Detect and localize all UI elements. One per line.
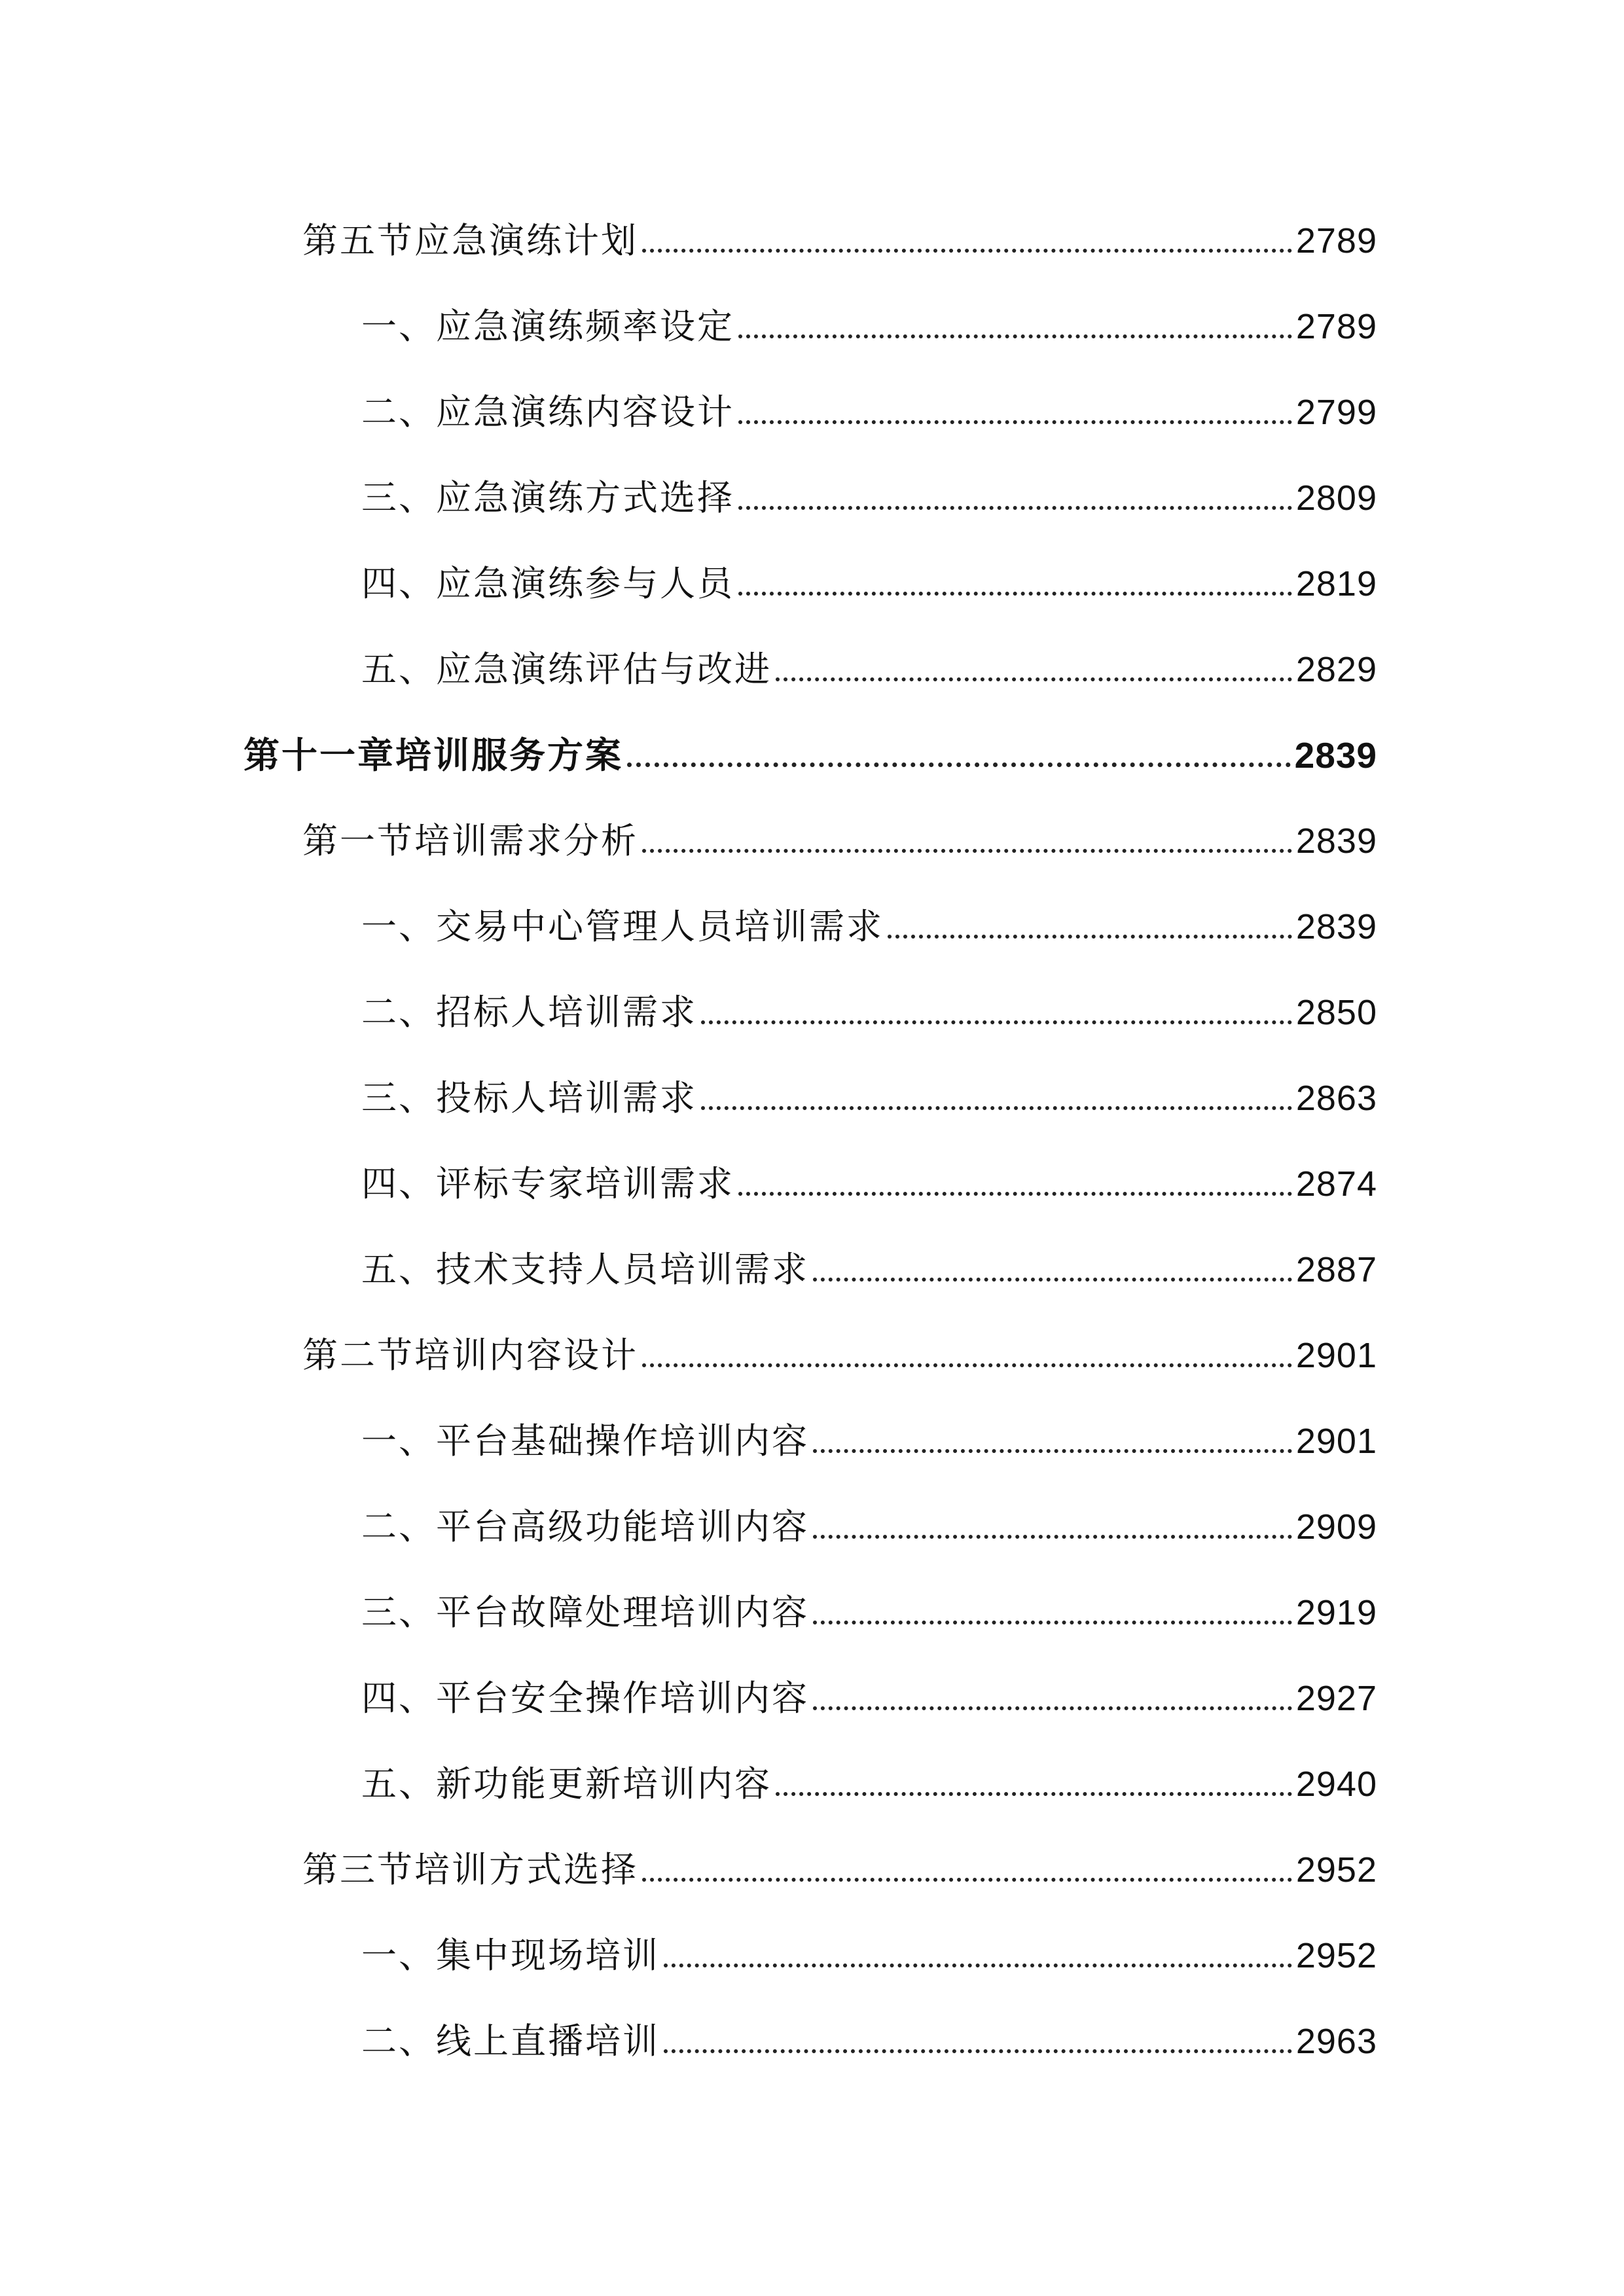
toc-entry-section[interactable] [302,815,1377,867]
toc-entry-title: 第二节培训内容设计 [302,1335,638,1376]
toc-entry-page: 2799 [1295,393,1377,432]
toc-entry-page: 2927 [1295,1679,1377,1718]
toc-entry-section[interactable] [302,1844,1377,1896]
toc-leader-dots [701,1105,1292,1110]
toc-entry-subsection[interactable] [361,986,1377,1039]
toc-entry-title: 三、投标人培训需求 [361,1077,697,1119]
toc-entry-page: 2952 [1295,1936,1377,1975]
toc-entry-page: 2829 [1295,650,1377,689]
toc-entry-page: 2863 [1295,1079,1377,1118]
toc-entry-title: 第五节应急演练计划 [302,220,638,261]
toc-entry-title: 一、集中现场培训 [361,1935,660,1976]
toc-entry-page: 2919 [1295,1593,1377,1632]
toc-leader-dots [738,334,1292,338]
toc-entry-subsection[interactable] [361,1587,1377,1639]
toc-entry-title: 五、新功能更新培训内容 [361,1763,772,1804]
toc-entry-page: 2901 [1295,1336,1377,1375]
toc-entry-title: 四、评标专家培训需求 [361,1163,734,1204]
toc-entry-page: 2839 [1295,907,1377,946]
toc-entry-page: 2839 [1294,735,1377,776]
toc-entry-subsection[interactable] [361,901,1377,953]
toc-entry-title: 一、平台基础操作培训内容 [361,1420,809,1462]
toc-entry-title: 二、平台高级功能培训内容 [361,1506,809,1547]
toc-entry-section[interactable] [302,1329,1377,1382]
toc-entry-page: 2789 [1295,221,1377,260]
toc-leader-dots [701,1020,1292,1024]
toc-entry-page: 2850 [1295,993,1377,1032]
toc-entry-page: 2940 [1295,1765,1377,1804]
toc-entry-title: 四、应急演练参与人员 [361,563,734,604]
toc-entry-title: 一、交易中心管理人员培训需求 [361,906,884,947]
toc-leader-dots [813,1277,1292,1282]
toc-entry-subsection[interactable] [361,2015,1377,2068]
toc-entry-page: 2901 [1295,1422,1377,1461]
toc-entry-title: 五、技术支持人员培训需求 [361,1249,809,1290]
toc-entry-title: 第一节培训需求分析 [302,820,638,861]
toc-entry-subsection[interactable] [361,1929,1377,1982]
toc-leader-dots [664,2049,1292,2053]
toc-entry-title: 一、应急演练频率设定 [361,306,734,347]
toc-leader-dots [642,1363,1292,1367]
toc-leader-dots [813,1706,1292,1710]
toc-entry-subsection[interactable] [361,300,1377,353]
toc-entry-title: 二、应急演练内容设计 [361,391,734,433]
toc-entry-subsection[interactable] [361,1415,1377,1467]
toc-entry-page: 2789 [1295,307,1377,346]
toc-entry-title: 二、线上直播培训 [361,2020,660,2062]
toc-entry-subsection[interactable] [361,1758,1377,1810]
toc-entry-subsection[interactable] [361,472,1377,524]
toc-entry-subsection[interactable] [361,386,1377,439]
toc-leader-dots [813,1620,1292,1624]
toc-leader-dots [627,762,1291,767]
toc-leader-dots [642,848,1292,853]
toc-entry-title: 五、应急演练评估与改进 [361,649,772,690]
toc-entry-title: 三、平台故障处理培训内容 [361,1592,809,1633]
toc-leader-dots [738,1191,1292,1196]
toc-leader-dots [642,1877,1292,1882]
toc-entry-page: 2963 [1295,2022,1377,2061]
toc-entry-subsection[interactable] [361,643,1377,696]
toc-leader-dots [888,934,1292,939]
toc-entry-title: 第三节培训方式选择 [302,1849,638,1890]
toc-entry-page: 2887 [1295,1250,1377,1289]
toc-entry-page: 2909 [1295,1507,1377,1547]
toc-leader-dots [738,420,1292,424]
toc-entry-page: 2952 [1295,1850,1377,1890]
toc-entry-page: 2819 [1295,564,1377,603]
toc-entry-subsection[interactable] [361,1672,1377,1725]
toc-entry-subsection[interactable] [361,558,1377,610]
toc-entry-subsection[interactable] [361,1158,1377,1210]
toc-entry-page: 2839 [1295,821,1377,861]
toc-entry-page: 2874 [1295,1164,1377,1204]
toc-leader-dots [664,1963,1292,1967]
toc-entry-subsection[interactable] [361,1072,1377,1124]
toc-leader-dots [813,1448,1292,1453]
toc-entry-page: 2809 [1295,478,1377,518]
toc-entry-subsection[interactable] [361,1244,1377,1296]
toc-entry-section[interactable] [302,215,1377,267]
toc-leader-dots [813,1534,1292,1539]
toc-entry-title: 四、平台安全操作培训内容 [361,1677,809,1719]
toc-leader-dots [738,505,1292,510]
toc-leader-dots [642,248,1292,253]
toc-entry-title: 二、招标人培训需求 [361,992,697,1033]
toc-leader-dots [776,1791,1292,1796]
toc-entry-title: 三、应急演练方式选择 [361,477,734,518]
toc-entry-chapter[interactable] [244,729,1377,781]
toc-entry-subsection[interactable] [361,1501,1377,1553]
toc-leader-dots [738,591,1292,596]
toc-entry-title: 第十一章培训服务方案 [244,734,624,776]
toc-leader-dots [776,677,1292,681]
